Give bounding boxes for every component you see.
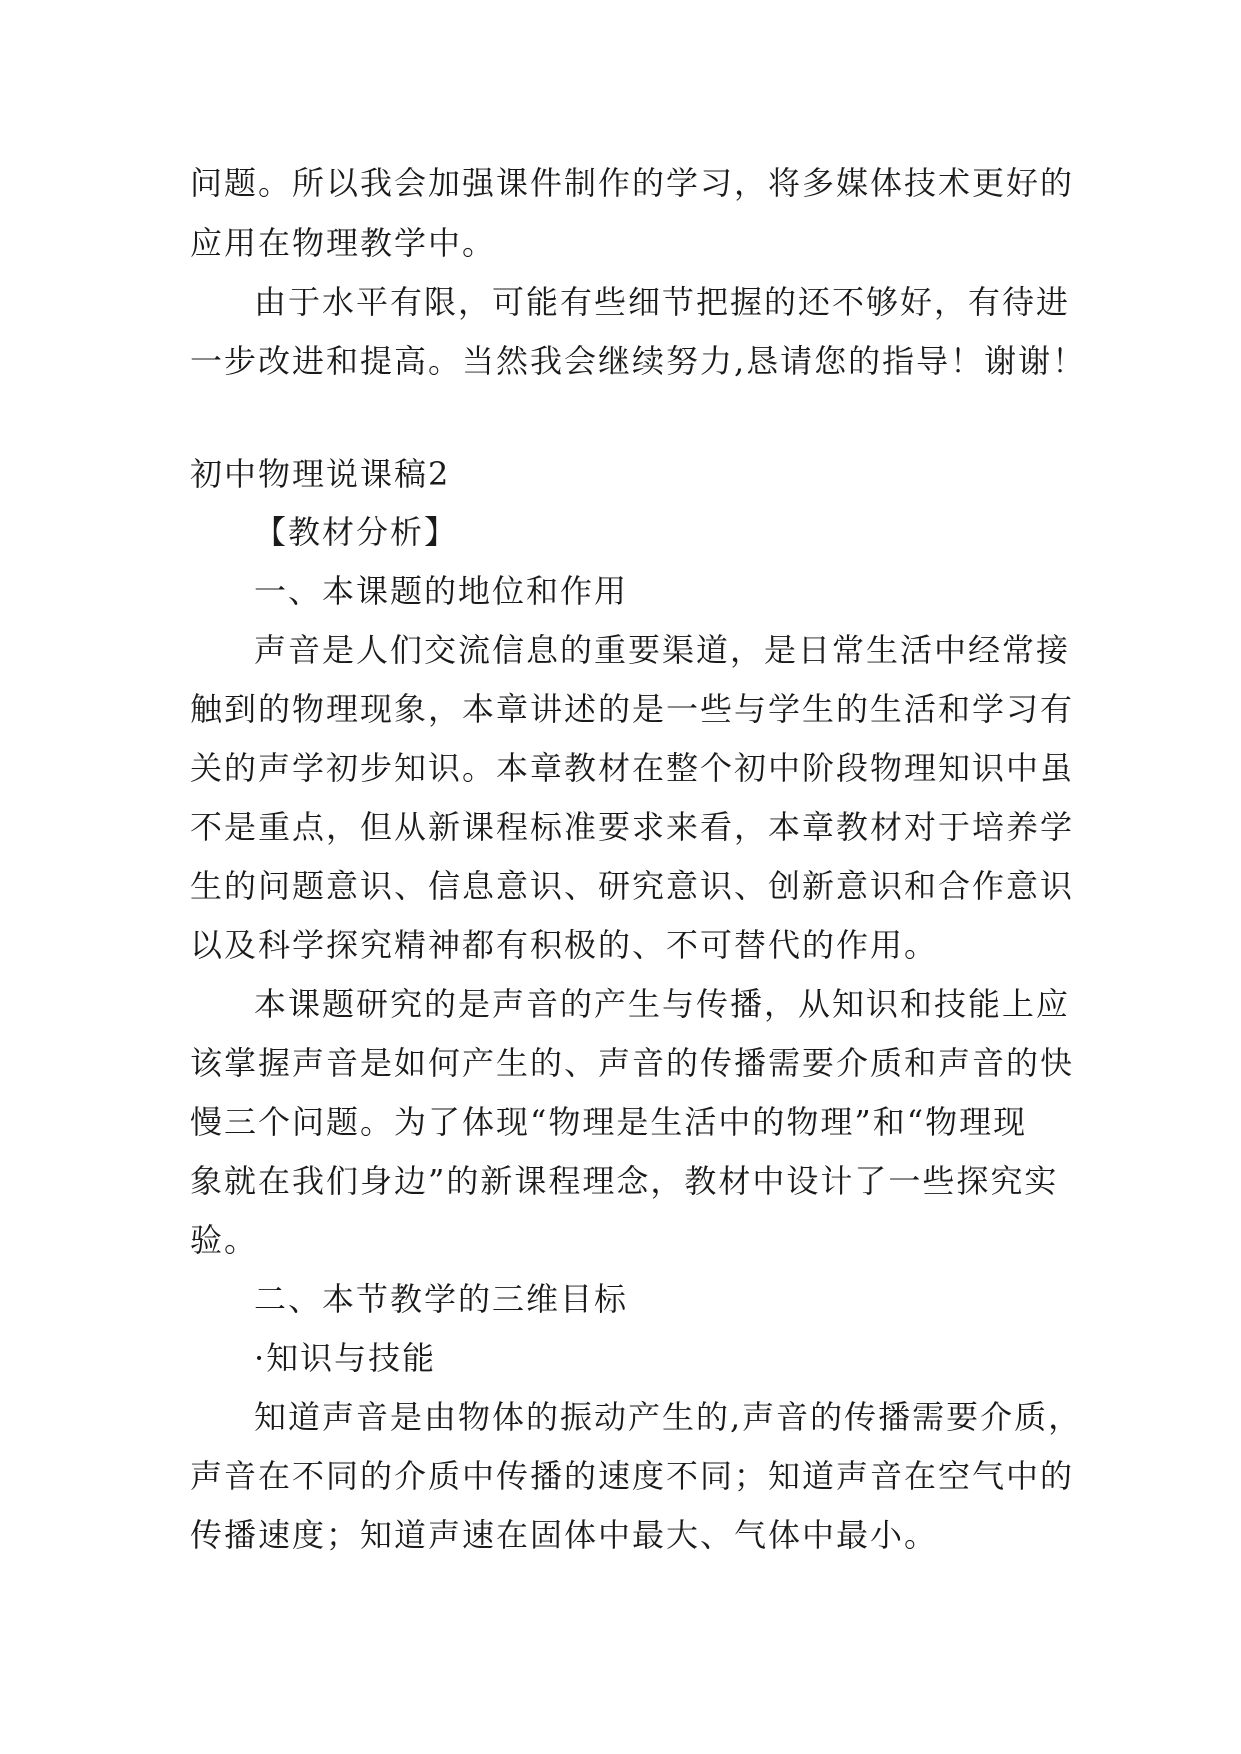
text-line: 传播速度；知道声速在固体中最大、气体中最小。 [190,1516,939,1554]
paragraph-first-line: 知道声音是由物体的振动产生的,声音的传播需要介质， [254,1398,1083,1436]
text-line: 生的问题意识、信息意识、研究意识、创新意识和合作意识 [190,867,1075,905]
section-heading: 【教材分析】 [254,513,459,551]
text-line: 验。 [190,1221,259,1259]
text-line: 声音在不同的介质中传播的速度不同；知道声音在空气中的 [190,1457,1075,1495]
text-line: 不是重点，但从新课程标准要求来看，本章教材对于培养学 [190,808,1075,846]
text-line: 问题。所以我会加强课件制作的学习，将多媒体技术更好的 [190,164,1075,202]
text-line: 应用在物理教学中。 [190,224,497,262]
section-title: 初中物理说课稿2 [190,455,451,493]
paragraph-first-line: 本课题研究的是声音的产生与传播，从知识和技能上应 [254,985,1071,1023]
text-line: 一步改进和提高。当然我会继续努力,恳请您的指导！谢谢！ [190,342,1087,380]
text-line: 慢三个问题。为了体现“物理是生活中的物理”和“物理现 [190,1103,1028,1141]
text-line: 该掌握声音是如何产生的、声音的传播需要介质和声音的快 [190,1044,1075,1082]
paragraph-first-line: 由于水平有限，可能有些细节把握的还不够好，有待进 [254,283,1071,321]
text-line: 象就在我们身边”的新课程理念，教材中设计了一些探究实 [190,1162,1059,1200]
subsection-heading: 二、本节教学的三维目标 [254,1280,629,1318]
text-line: 以及科学探究精神都有积极的、不可替代的作用。 [190,926,939,964]
text-line: 触到的物理现象，本章讲述的是一些与学生的生活和学习有 [190,690,1075,728]
bullet-heading: ·知识与技能 [254,1339,437,1377]
text-line: 关的声学初步知识。本章教材在整个初中阶段物理知识中虽 [190,749,1075,787]
paragraph-first-line: 声音是人们交流信息的重要渠道，是日常生活中经常接 [254,631,1071,669]
subsection-heading: 一、本课题的地位和作用 [254,572,629,610]
